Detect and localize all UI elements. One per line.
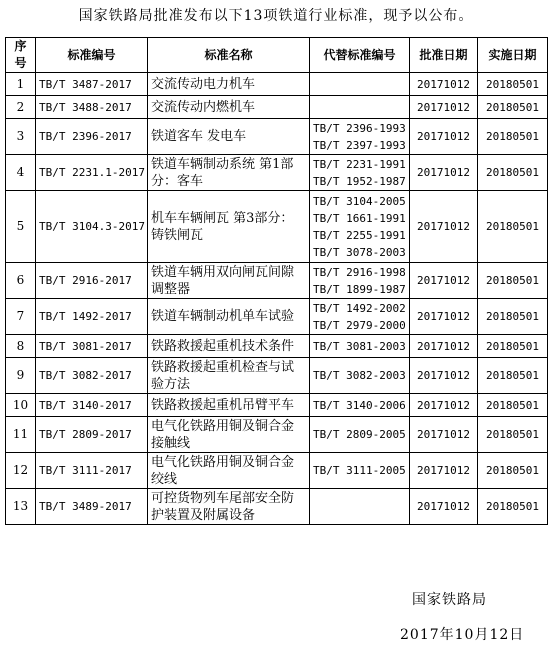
cell-standard-code: TB/T 3104.3-2017 xyxy=(36,191,148,263)
cell-approval-date: 20171012 xyxy=(410,453,478,489)
cell-approval-date: 20171012 xyxy=(410,489,478,525)
cell-standard-name: 铁路救援起重机技术条件 xyxy=(148,335,310,358)
cell-standard-code: TB/T 3081-2017 xyxy=(36,335,148,358)
cell-approval-date: 20171012 xyxy=(410,191,478,263)
cell-number: 7 xyxy=(6,299,36,335)
cell-standard-name: 可控货物列车尾部安全防护装置及附属设备 xyxy=(148,489,310,525)
cell-number: 6 xyxy=(6,263,36,299)
cell-standard-code: TB/T 3111-2017 xyxy=(36,453,148,489)
cell-replaced-standards xyxy=(310,299,410,335)
cell-effective-date: 20180501 xyxy=(478,96,548,119)
cell-replaced-standards xyxy=(310,73,410,96)
col-header-approved: 批准日期 xyxy=(410,38,478,73)
cell-standard-name: 铁路救援起重机吊臂平车 xyxy=(148,394,310,417)
cell-standard-code: TB/T 2231.1-2017 xyxy=(36,155,148,191)
cell-standard-code: TB/T 2809-2017 xyxy=(36,417,148,453)
cell-effective-date: 20180501 xyxy=(478,417,548,453)
col-header-number: 序号 xyxy=(6,38,36,73)
replaced-standard-code: TB/T 2231-1991 xyxy=(313,157,406,171)
table-row xyxy=(6,417,548,453)
table-row xyxy=(6,453,548,489)
cell-number: 4 xyxy=(6,155,36,191)
cell-number: 8 xyxy=(6,335,36,358)
issue-date: 2017年10月12日 xyxy=(400,627,525,643)
table-row xyxy=(6,155,548,191)
cell-approval-date: 20171012 xyxy=(410,335,478,358)
cell-standard-name: 铁道车辆用双向闸瓦间隙调整器 xyxy=(148,263,310,299)
table-row xyxy=(6,119,548,155)
cell-standard-name: 铁道车辆制动机单车试验 xyxy=(148,299,310,335)
cell-standard-name: 铁道客车 发电车 xyxy=(148,119,310,155)
cell-replaced-standards xyxy=(310,335,410,358)
cell-number: 1 xyxy=(6,73,36,96)
table-row xyxy=(6,73,548,96)
cell-standard-name: 铁道车辆制动系统 第1部分：客车 xyxy=(148,155,310,191)
cell-standard-name: 电气化铁路用铜及铜合金接触线 xyxy=(148,417,310,453)
replaced-standard-code: TB/T 1899-1987 xyxy=(313,282,406,296)
cell-standard-code: TB/T 3140-2017 xyxy=(36,394,148,417)
cell-approval-date: 20171012 xyxy=(410,358,478,394)
cell-replaced-standards xyxy=(310,417,410,453)
table-row xyxy=(6,358,548,394)
replaced-standard-code: TB/T 2916-1998 xyxy=(313,265,406,279)
table-row xyxy=(6,263,548,299)
cell-replaced-standards xyxy=(310,263,410,299)
col-header-name: 标准名称 xyxy=(148,38,310,73)
table-row xyxy=(6,489,548,525)
cell-approval-date: 20171012 xyxy=(410,299,478,335)
cell-effective-date: 20180501 xyxy=(478,453,548,489)
cell-approval-date: 20171012 xyxy=(410,96,478,119)
cell-number: 11 xyxy=(6,417,36,453)
cell-standard-code: TB/T 3489-2017 xyxy=(36,489,148,525)
cell-replaced-standards xyxy=(310,394,410,417)
cell-standard-name: 交流传动内燃机车 xyxy=(148,96,310,119)
table-row xyxy=(6,96,548,119)
cell-approval-date: 20171012 xyxy=(410,394,478,417)
cell-approval-date: 20171012 xyxy=(410,73,478,96)
cell-number: 3 xyxy=(6,119,36,155)
col-header-replaces: 代替标准编号 xyxy=(310,38,410,73)
cell-effective-date: 20180501 xyxy=(478,394,548,417)
replaced-standard-code: TB/T 3078-2003 xyxy=(313,245,406,259)
issuer-name: 国家铁路局 xyxy=(412,592,487,608)
table-row xyxy=(6,191,548,263)
cell-standard-name: 交流传动电力机车 xyxy=(148,73,310,96)
replaced-standard-code: TB/T 2397-1993 xyxy=(313,138,406,152)
replaced-standard-code: TB/T 1952-1987 xyxy=(313,174,406,188)
replaced-standard-code: TB/T 3111-2005 xyxy=(313,464,406,477)
cell-replaced-standards xyxy=(310,155,410,191)
table-header-row xyxy=(6,38,548,73)
cell-replaced-standards xyxy=(310,191,410,263)
cell-number: 2 xyxy=(6,96,36,119)
replaced-standard-code: TB/T 1492-2002 xyxy=(313,301,406,315)
cell-replaced-standards xyxy=(310,453,410,489)
cell-approval-date: 20171012 xyxy=(410,155,478,191)
replaced-standard-code: TB/T 2809-2005 xyxy=(313,428,406,441)
replaced-standard-code: TB/T 2396-1993 xyxy=(313,121,406,135)
standards-table xyxy=(5,37,548,525)
replaced-standard-code: TB/T 3104-2005 xyxy=(313,194,406,208)
cell-replaced-standards xyxy=(310,96,410,119)
cell-number: 12 xyxy=(6,453,36,489)
replaced-standard-code: TB/T 2255-1991 xyxy=(313,228,406,242)
cell-effective-date: 20180501 xyxy=(478,335,548,358)
col-header-effective: 实施日期 xyxy=(478,38,548,73)
replaced-standard-code: TB/T 3140-2006 xyxy=(313,398,406,412)
cell-standard-name: 铁路救援起重机检查与试验方法 xyxy=(148,358,310,394)
cell-effective-date: 20180501 xyxy=(478,119,548,155)
table-row xyxy=(6,394,548,417)
replaced-standard-code: TB/T 3082-2003 xyxy=(313,369,406,382)
cell-standard-name: 机车车辆闸瓦 第3部分：铸铁闸瓦 xyxy=(148,191,310,263)
cell-effective-date: 20180501 xyxy=(478,263,548,299)
cell-effective-date: 20180501 xyxy=(478,73,548,96)
cell-replaced-standards xyxy=(310,358,410,394)
cell-standard-code: TB/T 3082-2017 xyxy=(36,358,148,394)
cell-approval-date: 20171012 xyxy=(410,263,478,299)
cell-replaced-standards xyxy=(310,489,410,525)
cell-replaced-standards xyxy=(310,119,410,155)
table-body xyxy=(6,73,548,525)
replaced-standard-code: TB/T 1661-1991 xyxy=(313,211,406,225)
cell-approval-date: 20171012 xyxy=(410,119,478,155)
cell-standard-code: TB/T 2396-2017 xyxy=(36,119,148,155)
cell-effective-date: 20180501 xyxy=(478,191,548,263)
cell-standard-code: TB/T 1492-2017 xyxy=(36,299,148,335)
cell-number: 9 xyxy=(6,358,36,394)
announcement-intro: 国家铁路局批准发布以下13项铁道行业标准，现予以公布。 xyxy=(78,8,474,24)
cell-number: 13 xyxy=(6,489,36,525)
col-header-code: 标准编号 xyxy=(36,38,148,73)
cell-standard-name: 电气化铁路用铜及铜合金绞线 xyxy=(148,453,310,489)
cell-standard-code: TB/T 3488-2017 xyxy=(36,96,148,119)
cell-effective-date: 20180501 xyxy=(478,489,548,525)
cell-number: 5 xyxy=(6,191,36,263)
cell-standard-code: TB/T 2916-2017 xyxy=(36,263,148,299)
cell-effective-date: 20180501 xyxy=(478,299,548,335)
cell-effective-date: 20180501 xyxy=(478,358,548,394)
table-row xyxy=(6,299,548,335)
table-row xyxy=(6,335,548,358)
replaced-standard-code: TB/T 2979-2000 xyxy=(313,318,406,332)
replaced-standard-code: TB/T 3081-2003 xyxy=(313,339,406,353)
cell-effective-date: 20180501 xyxy=(478,155,548,191)
cell-number: 10 xyxy=(6,394,36,417)
cell-approval-date: 20171012 xyxy=(410,417,478,453)
cell-standard-code: TB/T 3487-2017 xyxy=(36,73,148,96)
